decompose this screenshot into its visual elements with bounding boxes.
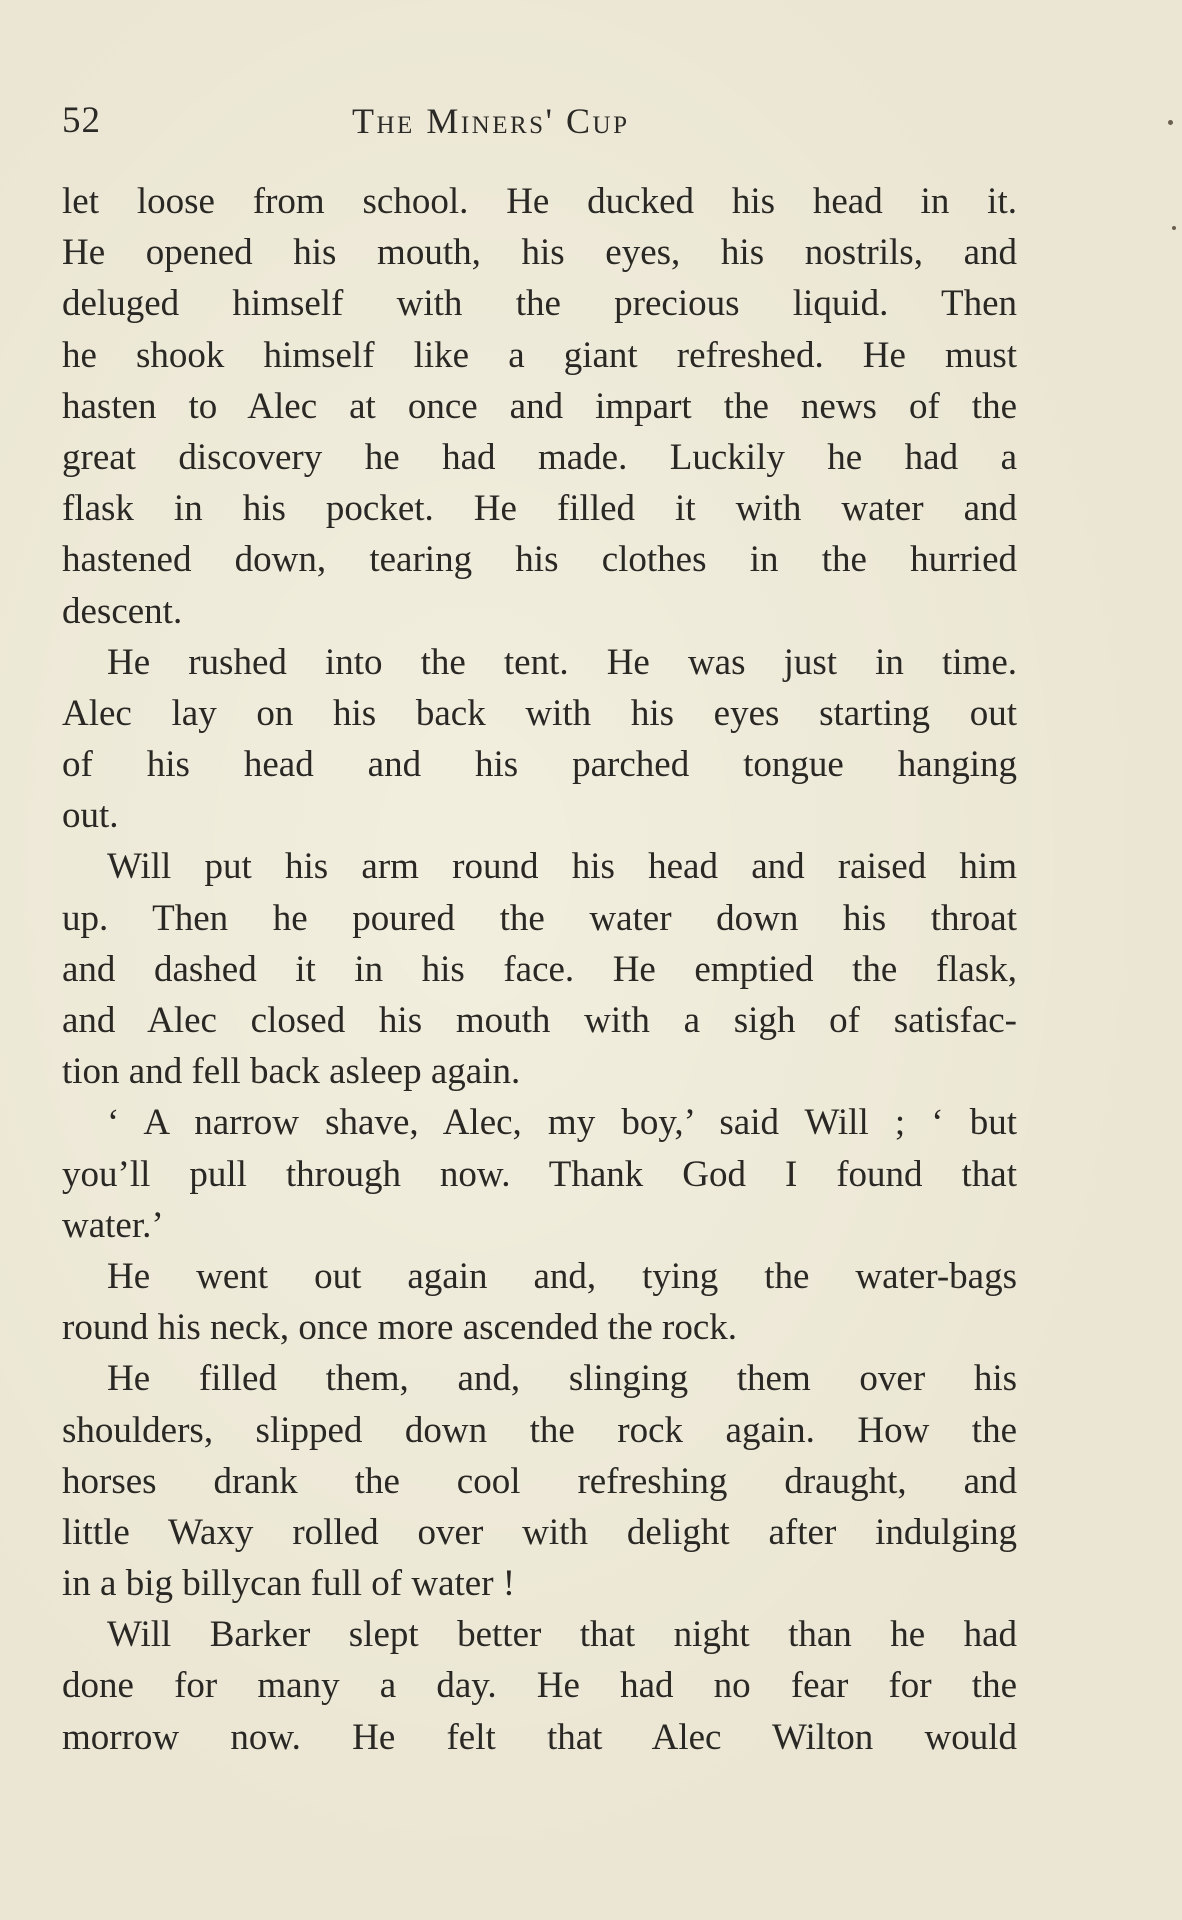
text-line: up. Then he poured the water down his throat [62, 897, 1017, 939]
page-header [62, 96, 1017, 146]
text-line: shoulders, slipped down the rock again. How the [62, 1409, 1017, 1451]
text-line: He filled them, and, slinging them over his [107, 1358, 1017, 1400]
text-line: hasten to Alec at once and impart the news of the [62, 385, 1017, 427]
text-line: in a big billycan full of water ! [62, 1563, 516, 1605]
text-line: tion and fell back asleep again. [62, 1051, 521, 1093]
text-line: round his neck, once more ascended the rock. [62, 1307, 737, 1349]
text-line: water.’ [62, 1204, 164, 1246]
text-line: morrow now. He felt that Alec Wilton would [62, 1716, 1017, 1758]
text-line: he shook himself like a giant refreshed. He must [62, 334, 1017, 376]
text-line: Will Barker slept better that night than he had [107, 1614, 1017, 1656]
text-line: Alec lay on his back with his eyes starting out [62, 692, 1017, 734]
paper-speck [1172, 226, 1176, 230]
body-text [62, 176, 1017, 1763]
text-line: ‘ A narrow shave, Alec, my boy,’ said Will ; ‘ but [107, 1102, 1017, 1144]
text-line: flask in his pocket. He filled it with water and [62, 488, 1017, 530]
text-line: of his head and his parched tongue hanging [62, 744, 1017, 786]
text-line: and Alec closed his mouth with a sigh of satisfac- [62, 1000, 1017, 1041]
running-head: The Miners' Cup [352, 101, 630, 141]
text-line: great discovery he had made. Luckily he had a [62, 436, 1017, 478]
text-line: He went out again and, tying the water-bags [107, 1255, 1017, 1297]
text-line: descent. [62, 590, 183, 632]
text-line: horses drank the cool refreshing draught, and [62, 1460, 1017, 1502]
text-line: out. [62, 795, 119, 837]
text-line: little Waxy rolled over with delight after indulging [62, 1511, 1017, 1553]
page-number: 52 [62, 100, 101, 141]
text-line: and dashed it in his face. He emptied the flask, [62, 948, 1017, 990]
paper-speck [1168, 120, 1173, 125]
text-line: done for many a day. He had no fear for the [62, 1665, 1017, 1707]
text-line: He opened his mouth, his eyes, his nostrils, and [62, 232, 1017, 274]
text-line: deluged himself with the precious liquid. Then [62, 283, 1017, 325]
text-line: He rushed into the tent. He was just in time. [107, 641, 1017, 683]
text-line: let loose from school. He ducked his head in it. [62, 181, 1017, 222]
text-line: hastened down, tearing his clothes in the hurried [62, 539, 1017, 581]
text-line: Will put his arm round his head and raised him [107, 846, 1017, 888]
text-line: you’ll pull through now. Thank God I found that [62, 1153, 1017, 1195]
